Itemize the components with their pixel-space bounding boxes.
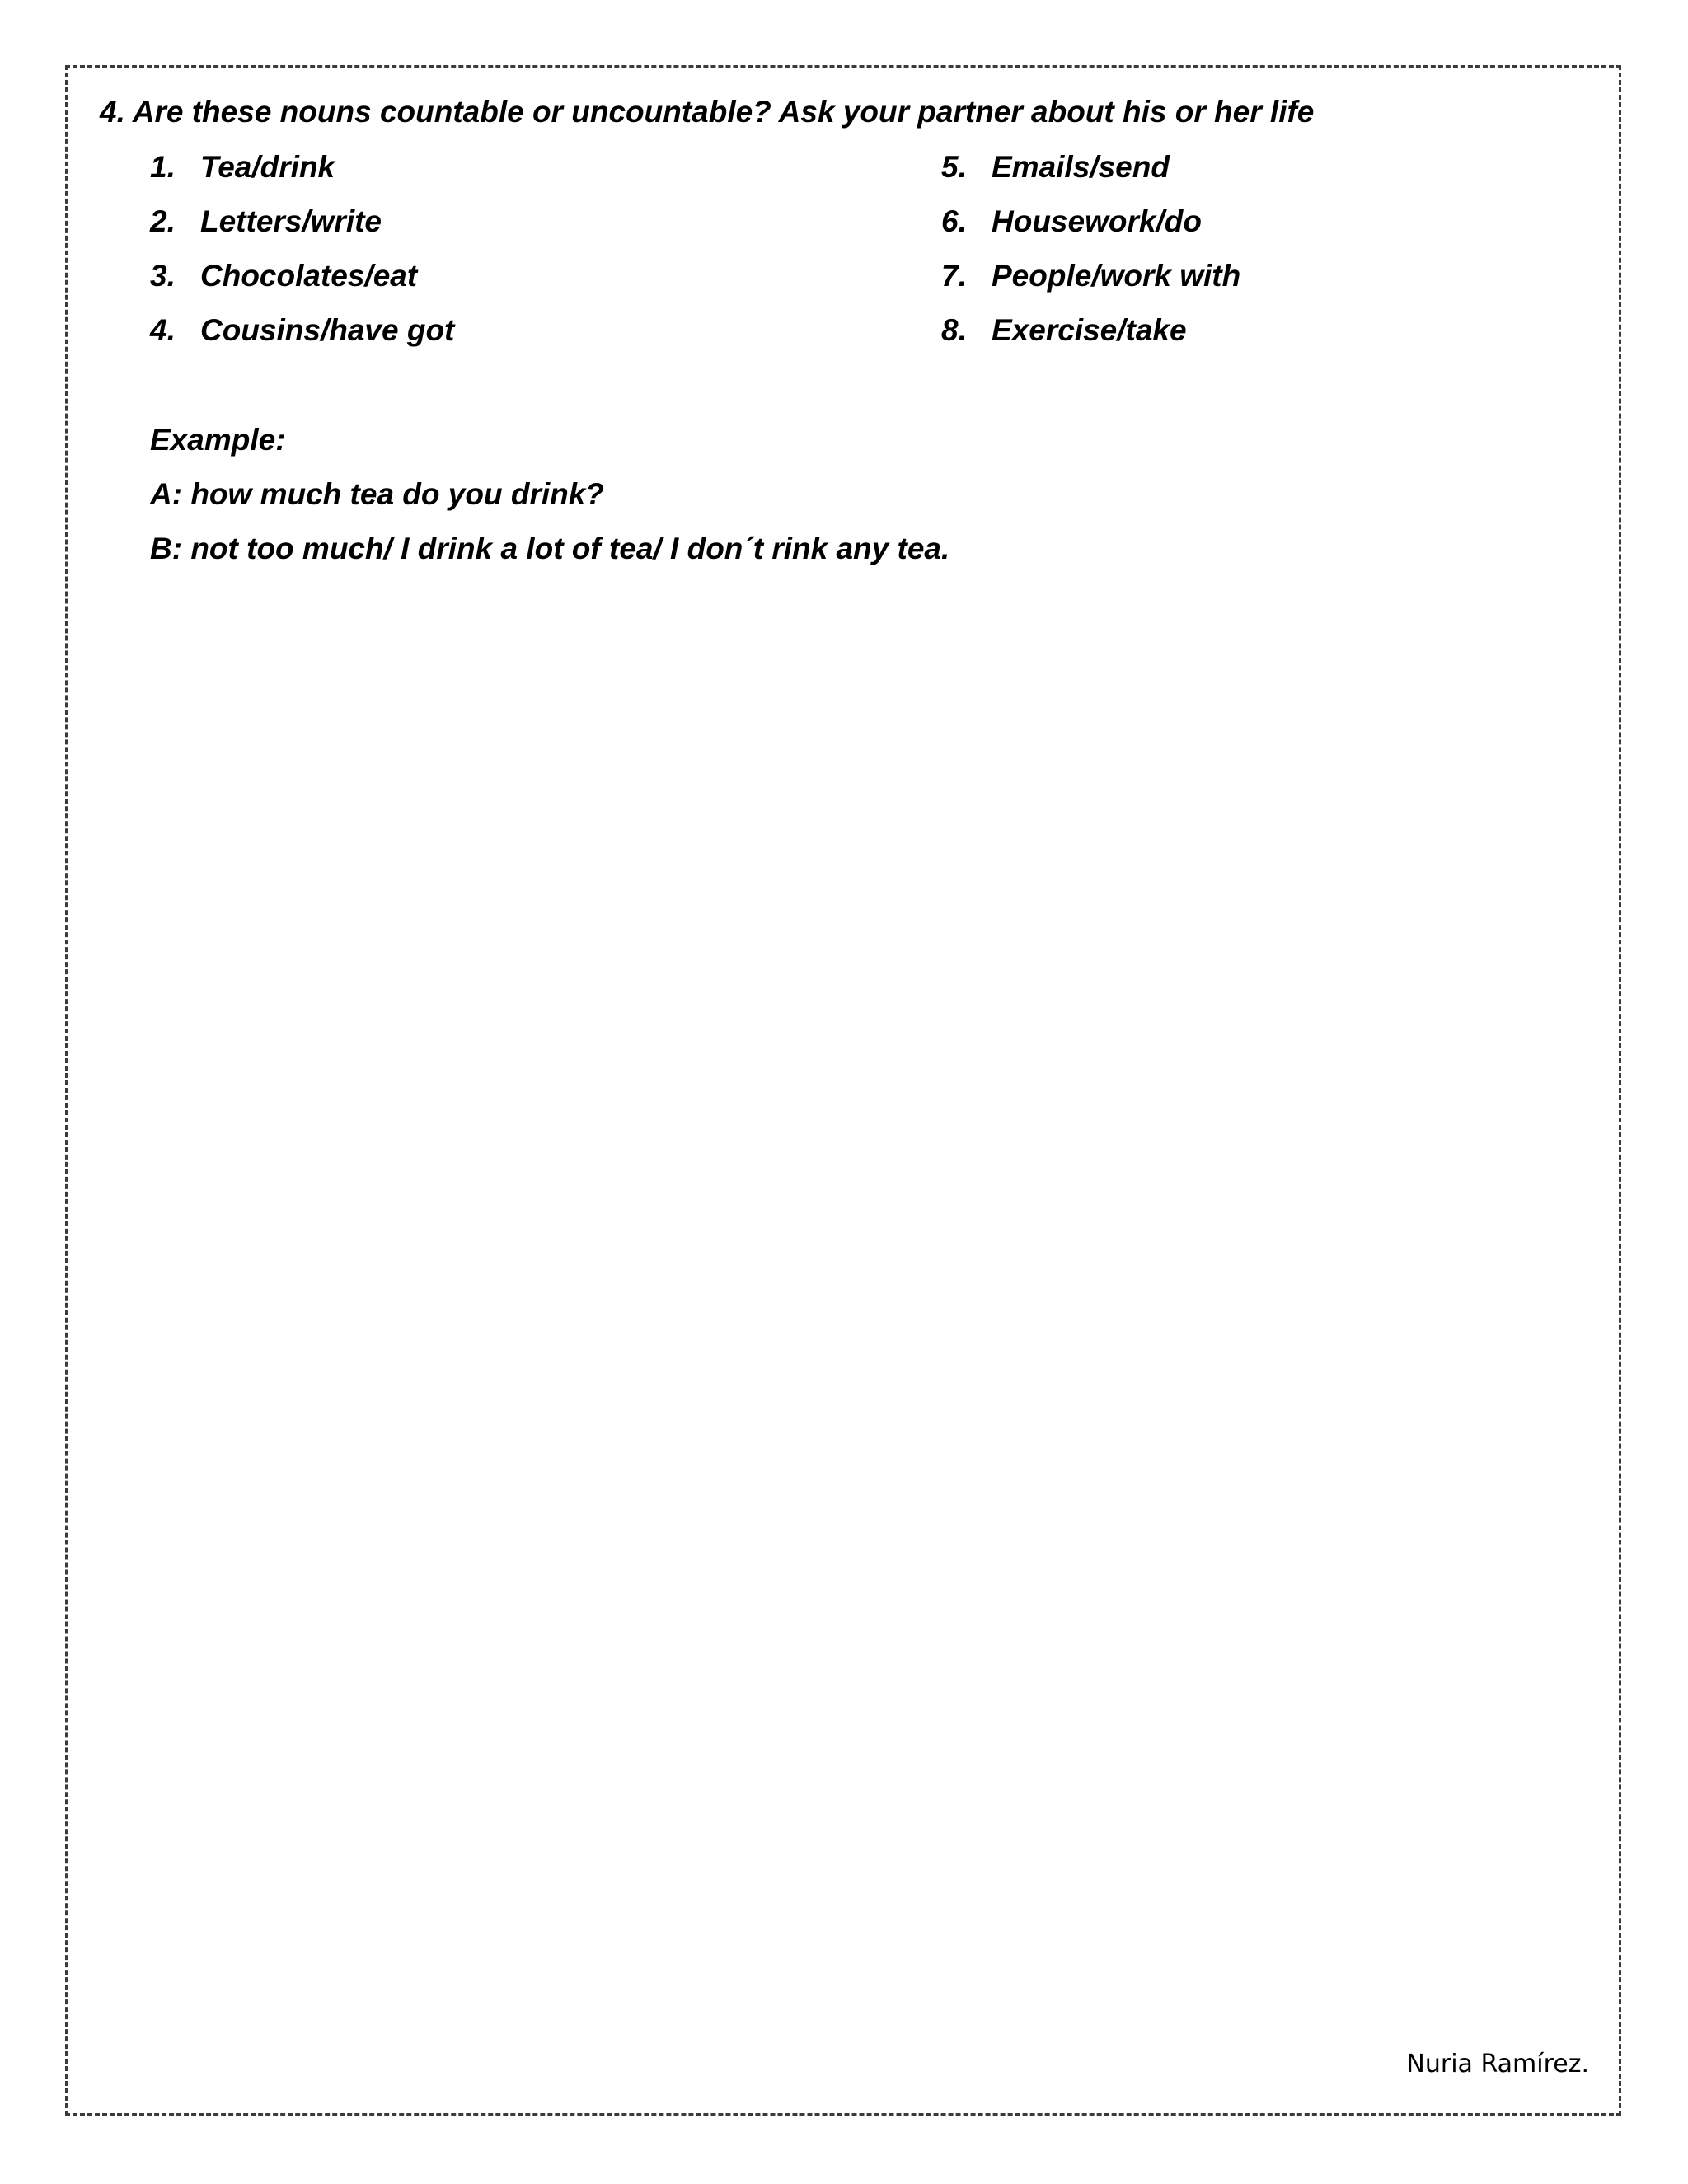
list-item [150,150,454,204]
vocabulary-list-right [941,150,1240,368]
item-text: Cousins/have got [200,313,455,347]
item-text: Housework/do [992,204,1202,238]
item-number: 3. [150,259,176,293]
author-signature: Nuria Ramírez. [1406,2050,1589,2079]
item-number: 2. [150,204,176,238]
item-text: People/work with [992,259,1241,293]
item-text: Exercise/take [992,313,1187,347]
list-item [150,313,454,368]
dashed-page-border [65,65,1621,2116]
vocabulary-list-left [150,150,454,368]
exercise-heading: 4. Are these nouns countable or uncountable? Ask your partner about his or her life [100,95,1315,129]
item-number: 8. [941,313,967,347]
item-text: Letters/write [200,204,382,238]
item-text: Tea/drink [200,150,335,184]
list-item [941,259,1240,313]
item-text: Emails/send [992,150,1170,184]
example-label: Example: [150,423,286,457]
list-item [941,313,1240,368]
example-line-b: B: not too much/ I drink a lot of tea/ I don´t rink any tea. [150,532,950,565]
list-item [150,204,454,259]
item-number: 6. [941,204,967,238]
item-text: Chocolates/eat [200,259,418,293]
item-number: 4. [150,313,176,347]
list-item [941,204,1240,259]
item-number: 7. [941,259,967,293]
list-item [150,259,454,313]
item-number: 1. [150,150,176,184]
item-number: 5. [941,150,967,184]
example-line-a: A: how much tea do you drink? [150,477,604,511]
example-block [150,423,950,586]
list-item [941,150,1240,204]
